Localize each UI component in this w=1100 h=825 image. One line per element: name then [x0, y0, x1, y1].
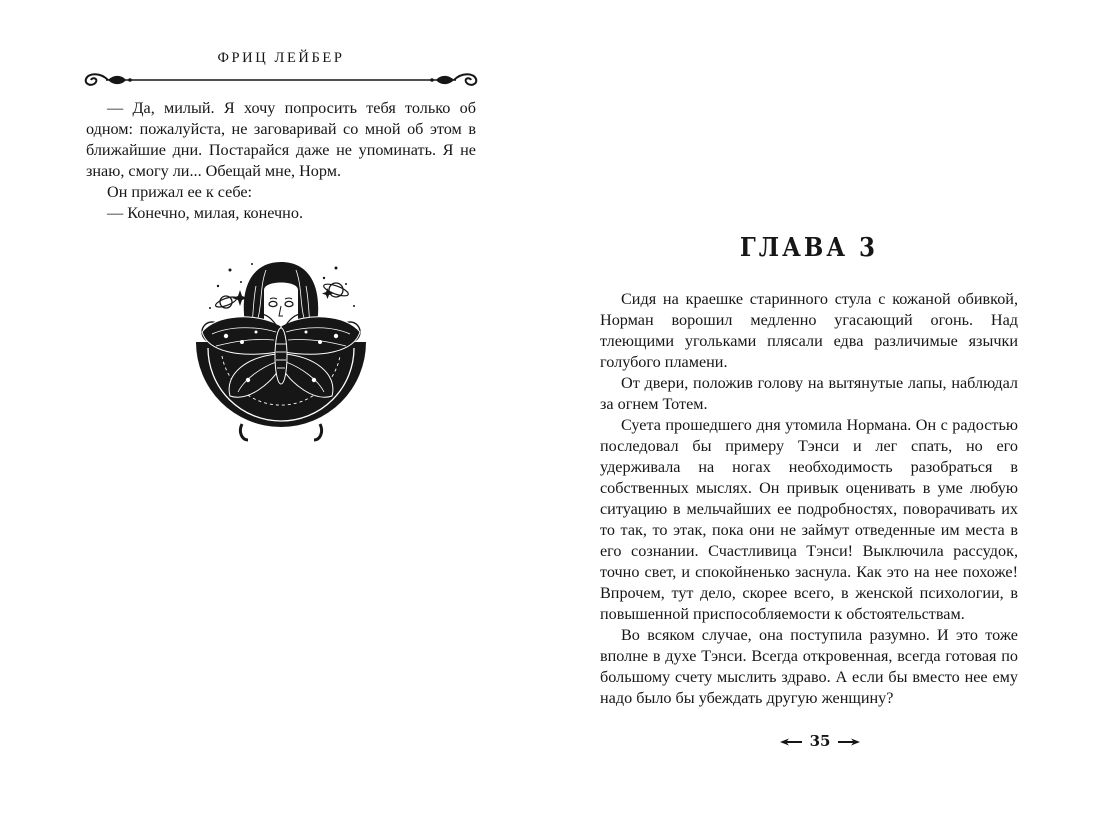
page-number-folio [770, 733, 870, 753]
chapter-title: ГЛАВА 3 [739, 232, 879, 263]
paragraph: Сидя на краешке старинного стула с кожаной обивкой, Норман ворошил медленно угасающий огонь. Над тлеющими угольками плясали едва различимые язычки голубого пламени. [600, 290, 1018, 371]
paragraph: — Да, милый. Я хочу попросить тебя только об одном: пожалуйста, не заговаривай со мной об этом в ближайшие дни. Постарайся даже не упоминать. Я не знаю, смогу ли... Обещай мне, Норм. [86, 99, 476, 180]
paragraph: Во всяком случае, она поступила разумно. И это тоже вполне в духе Тэнси. Всегда откровенная, всегда готовая по большому счету мыслить здраво. А если бы вместо нее ему надо было бы убеждать другую женщину? [600, 626, 1018, 707]
paragraph: Он прижал ее к себе: [107, 183, 253, 201]
page-number: 35 [809, 732, 831, 750]
paragraph: От двери, положив голову на вытянутые лапы, наблюдал за огнем Тотем. [600, 374, 1018, 413]
left-page-text [86, 98, 476, 224]
paragraph: Суета прошедшего дня утомила Нормана. Он с радостью последовал бы примеру Тэнси и лег спать, но его удерживала на ногах необходимость разобраться в собственных мыслях. Он привык оценивать в уме любую ситуацию в мельчайших ее подробностях, поворачивать их то так, то этак, пока они не займут отведенные им места в его сознании. Счастливица Тэнси! Выключила рассудок, точно свет, и спокойненько заснула. Как это на нее похоже! Впрочем, тут дело, скорее всего, в женской психологии, в повышенной приспособляемости к обстоятельствам. [600, 416, 1018, 623]
right-page-text [600, 289, 1018, 709]
moth-woman-emblem-icon [186, 256, 376, 446]
arrow-left-ornament-icon [780, 737, 802, 747]
paragraph: — Конечно, милая, конечно. [107, 204, 303, 222]
arrow-right-ornament-icon [838, 737, 860, 747]
running-head: ФРИЦ ЛЕЙБЕР [217, 50, 345, 66]
ornament-rule-icon [82, 70, 480, 90]
